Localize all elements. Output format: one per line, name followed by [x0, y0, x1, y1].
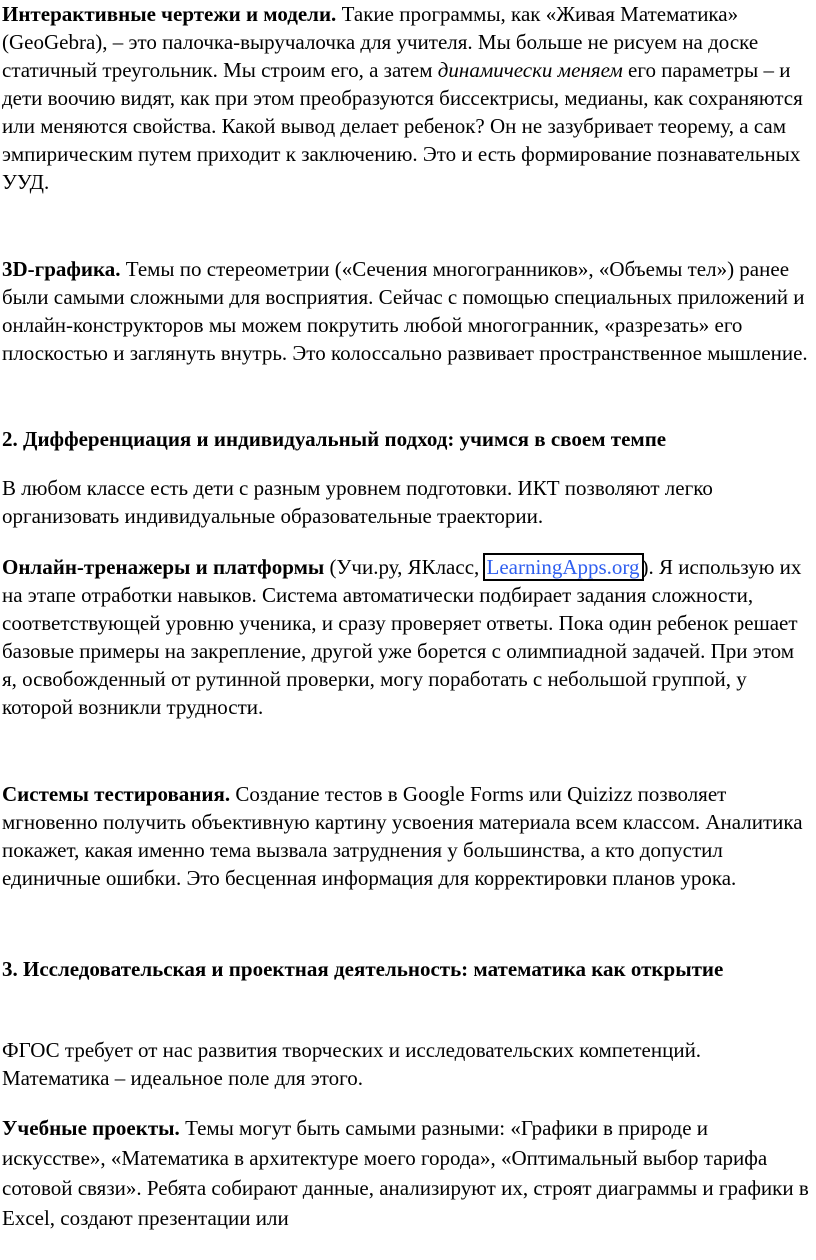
paragraph-text: (Учи.ру, ЯКласс, [324, 555, 485, 579]
paragraph-text: Темы могут быть самыми разными: «Графики в природе и искусстве», «Математика в архитектуре моего города», «Оптимальный выбор тарифа сотовой связи». Ребята собирают данные, анализируют их, строят диаграммы и графики в Excel, создают презентации или [2, 1116, 809, 1230]
paragraph-lead: 3D-графика. [2, 257, 121, 281]
paragraph-lead: Системы тестирования. [2, 782, 231, 806]
section-heading-3: 3. Исследовательская и проектная деятельность: математика как открытие [2, 957, 724, 981]
paragraph-interactive-drawings [2, 0, 813, 196]
paragraph-lead: Онлайн-тренажеры и платформы [2, 555, 325, 579]
paragraph-text: его параметры – и дети воочию видят, как при этом преобразуются биссектрисы, медианы, как сохраняются или меняются свойства. Какой вывод делает ребенок? Он не зазубривает теорему, а сам эмпирическим путем приходит к заключению. Это и есть формирование познавательных УУД. [2, 58, 803, 194]
paragraph-text: ). Я использую их на этапе отработки навыков. Система автоматически подбирает задания сложности, соответствующей уровню ученика, и сразу проверяет ответы. Пока один ребенок решает базовые примеры на закрепление, другой уже борется с олимпиадной задачей. При этом я, освобожденный от рутинной проверки, могу поработать с небольшой группой, у которой возникли трудности. [2, 555, 802, 719]
paragraph-lead: Интерактивные чертежи и модели. [2, 2, 337, 26]
paragraph-differentiation-intro: В любом классе есть дети с разным уровнем подготовки. ИКТ позволяют легко организовать индивидуальные образовательные траектории. [2, 476, 713, 528]
paragraph-fgos: ФГОС требует от нас развития творческих и исследовательских компетенций. Математика – идеальное поле для этого. [2, 1038, 702, 1090]
learningapps-link[interactable]: LearningApps.org [486, 555, 640, 579]
paragraph-lead: Учебные проекты. [2, 1116, 180, 1140]
paragraph-online-trainers [2, 553, 813, 721]
paragraph-3d-graphics [2, 255, 813, 367]
paragraph-text: Такие программы, как «Живая Математика» (GeoGebra), – это палочка-выручалочка для учителя. Мы больше не рисуем на доске статичный треугольник. Мы строим его, а затем [2, 2, 759, 82]
section-heading-2: 2. Дифференциация и индивидуальный подход: учимся в своем темпе [2, 427, 667, 451]
emphasis-text: динамически меняем [437, 58, 623, 82]
paragraph-projects [2, 1113, 813, 1233]
paragraph-text: Создание тестов в Google Forms или Quizizz позволяет мгновенно получить объективную картину усвоения материала всем классом. Аналитика покажет, какая именно тема вызвала затруднения у большинства, а кто допустил единичные ошибки. Это бесценная информация для корректировки планов урока. [2, 782, 803, 890]
paragraph-testing-systems [2, 780, 813, 892]
paragraph-text: Темы по стереометрии («Сечения многогранников», «Объемы тел») ранее были самыми сложными для восприятия. Сейчас с помощью специальных приложений и онлайн-конструкторов мы можем покрутить любой многогранник, «разрезать» его плоскостью и заглянуть внутрь. Это колоссально развивает пространственное мышление. [2, 257, 808, 365]
